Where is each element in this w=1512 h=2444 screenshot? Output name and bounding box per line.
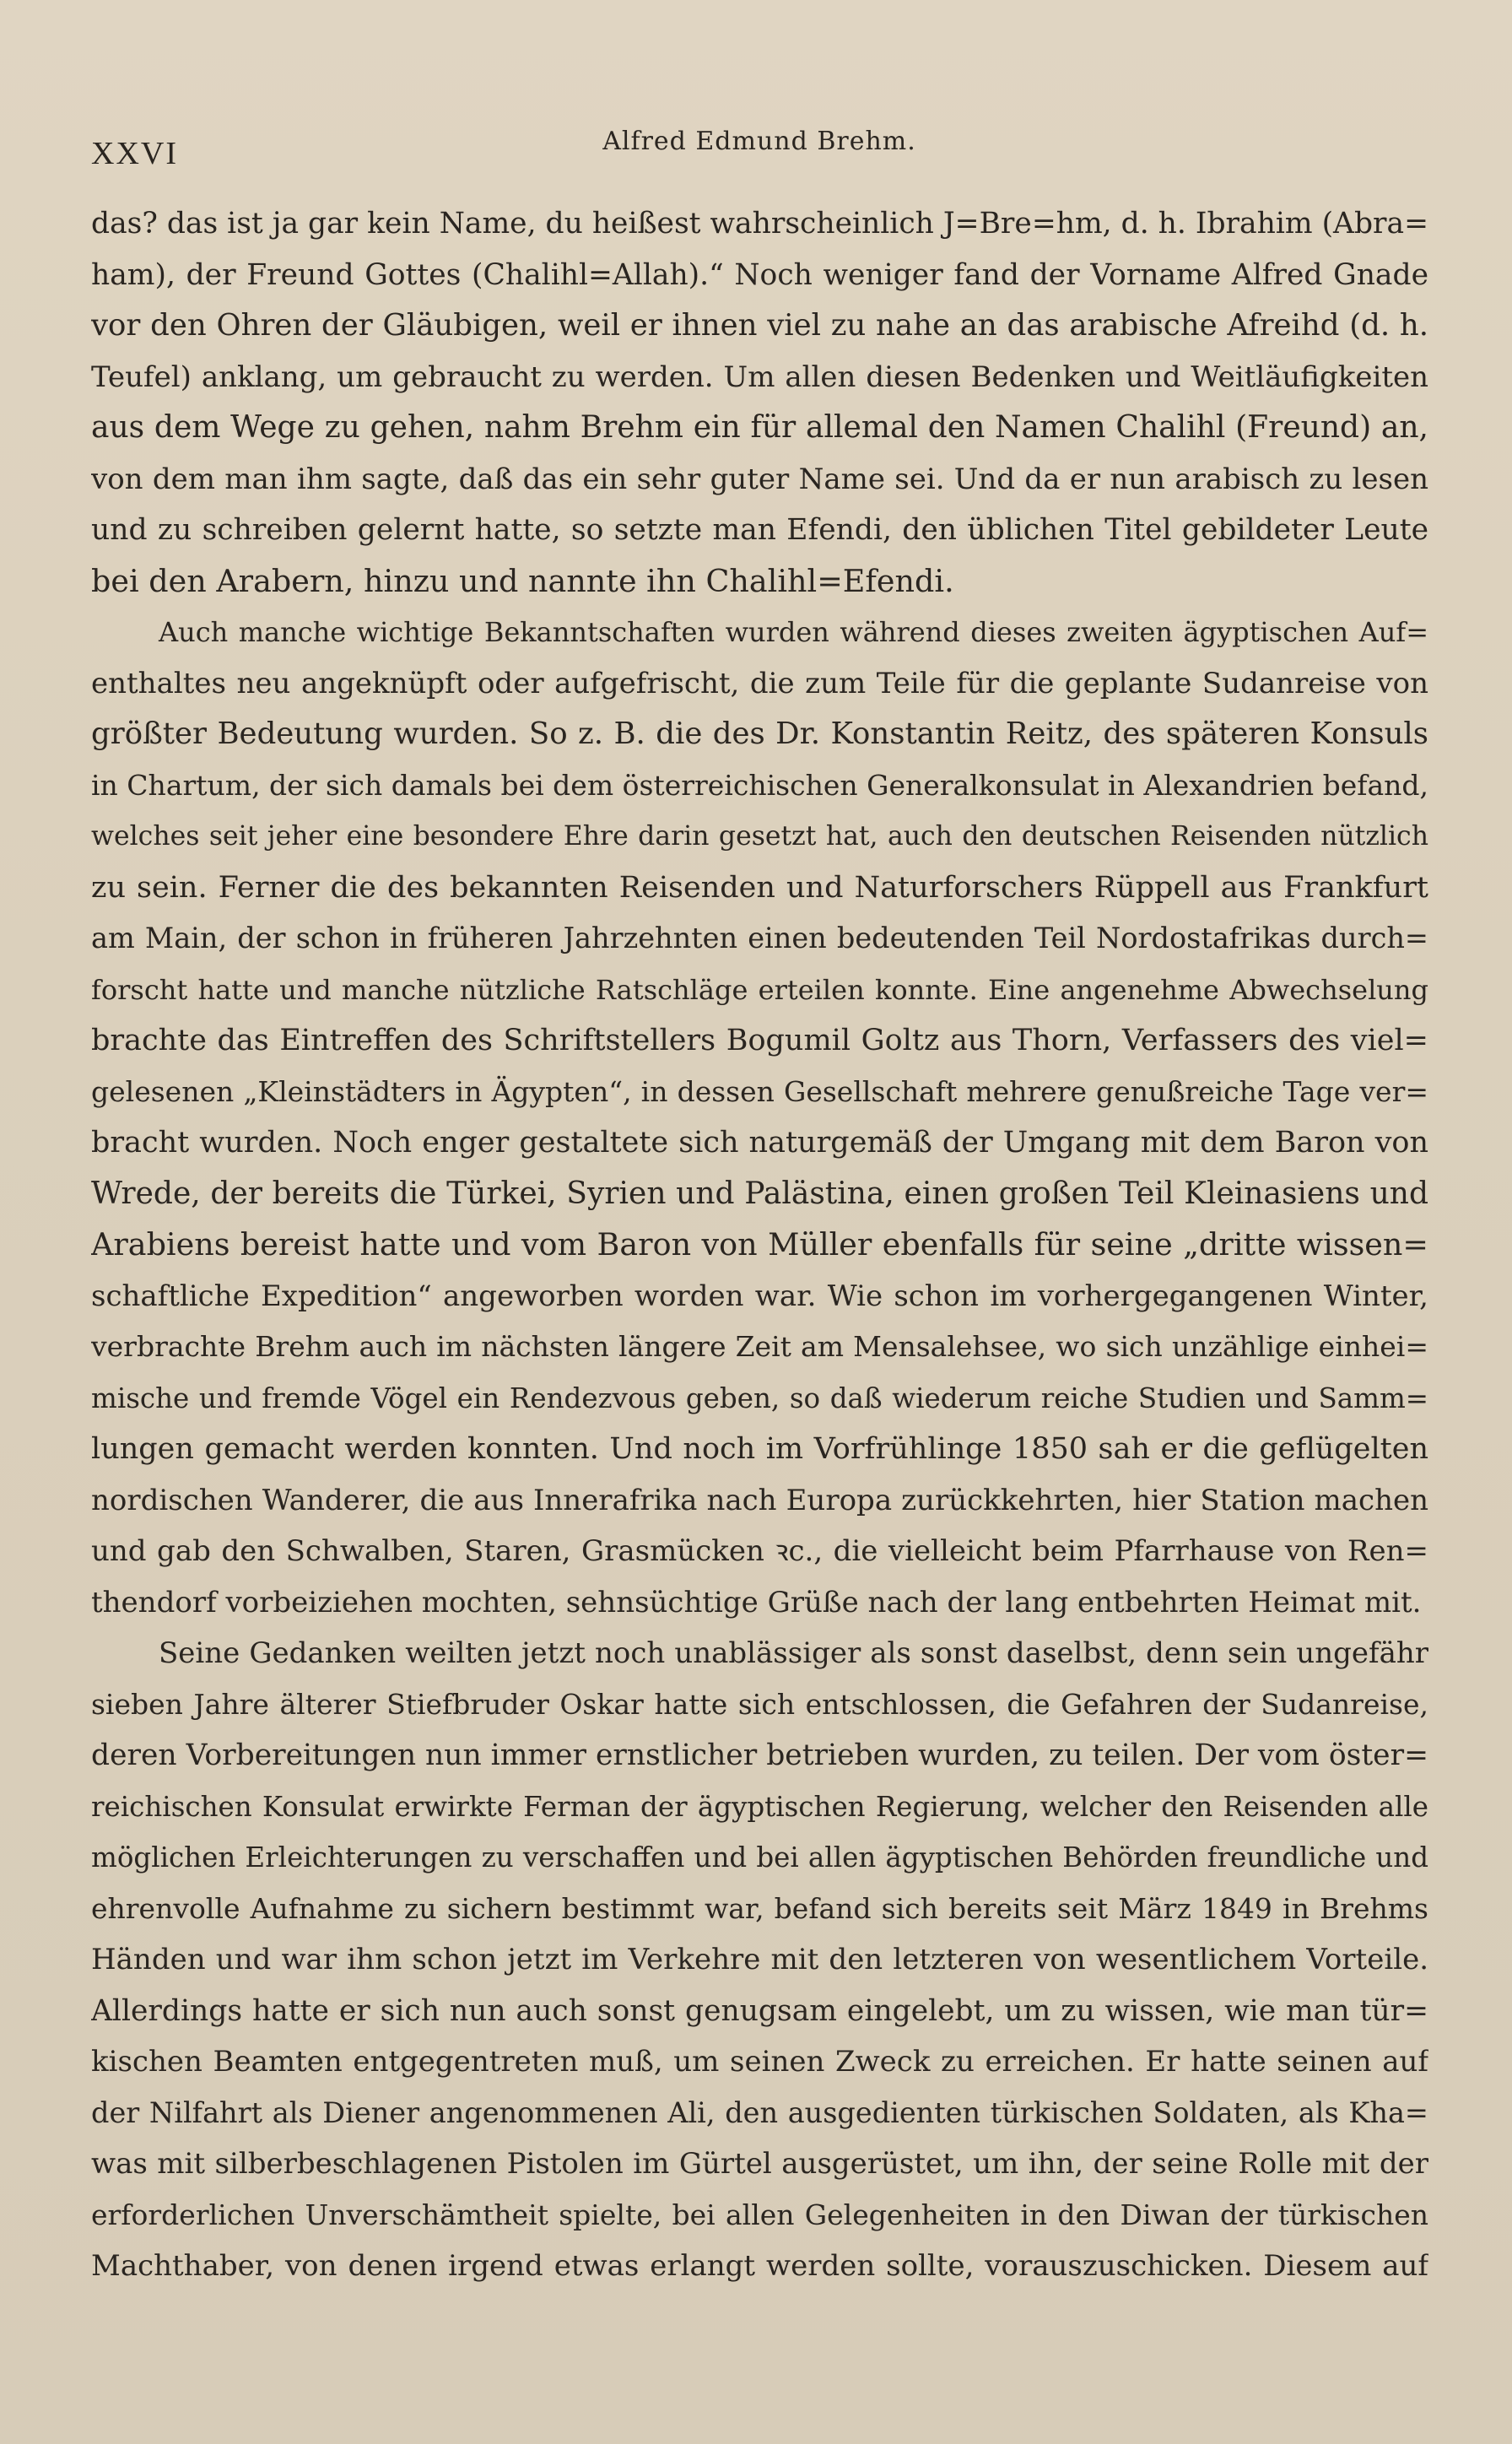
text-line: Allerdings hatte er sich nun auch sonst genugsam eingelebt, um zu wissen, wie man tür= (91, 1993, 1428, 2028)
text-line: und gab den Schwalben, Staren, Grasmücken ꝛc., die vielleicht beim Pfarrhause von Ren= (91, 1534, 1428, 1568)
text-line: verbrachte Brehm auch im nächsten längere Zeit am Mensalehsee, wo sich unzählige einhei= (91, 1330, 1428, 1363)
text-line: Seine Gedanken weilten jetzt noch unablässiger als sonst daselbst, denn sein ungefähr (159, 1636, 1428, 1670)
text-line: und zu schreiben gelernt hatte, so setzte man Efendi, den üblichen Titel gebildeter Leute (91, 513, 1428, 547)
text-line: größter Bedeutung wurden. So z. B. die des Dr. Konstantin Reitz, des späteren Konsuls (91, 716, 1428, 751)
text-line: forscht hatte und manche nützliche Ratschläge erteilen konnte. Eine angenehme Abwechselung (91, 973, 1428, 1006)
text-line: Händen und war ihm schon jetzt im Verkehre mit den letzteren von wesentlichem Vorteile. (91, 1943, 1428, 1976)
text-line: sieben Jahre älterer Stiefbruder Oskar hatte sich entschlossen, die Gefahren der Sudanreise, (91, 1687, 1428, 1721)
text-line: am Main, der schon in früheren Jahrzehnten einen bedeutenden Teil Nordostafrikas durch= (91, 922, 1428, 954)
text-line: der Nilfahrt als Diener angenommenen Ali, den ausgedienten türkischen Soldaten, als Kha= (91, 2095, 1428, 2129)
running-title: Alfred Edmund Brehm. (602, 127, 916, 156)
text-line: reichischen Konsulat erwirkte Ferman der ägyptischen Regierung, welcher den Reisenden alle (91, 1790, 1428, 1823)
text-line: zu sein. Ferner die des bekannten Reisenden und Naturforschers Rüppell aus Frankfurt (91, 870, 1428, 905)
text-line: in Chartum, der sich damals bei dem österreichischen Generalkonsulat in Alexandrien befand, (91, 768, 1428, 802)
body-text (91, 198, 1428, 2292)
text-line: kischen Beamten entgegentreten muß, um seinen Zweck zu erreichen. Er hatte seinen auf (91, 2045, 1428, 2079)
text-line: Arabiens bereist hatte und vom Baron von Müller ebenfalls für seine „dritte wissen= (91, 1226, 1428, 1263)
text-line: ham), der Freund Gottes (Chalihl=Allah).“ Noch weniger fand der Vorname Alfred Gnade (91, 257, 1428, 292)
text-line: mische und fremde Vögel ein Rendezvous geben, so daß wiederum reiche Studien und Samm= (91, 1382, 1428, 1414)
text-line: Auch manche wichtige Bekanntschaften wurden während dieses zweiten ägyptischen Auf= (159, 616, 1428, 648)
text-line: schaftliche Expedition“ angeworben worden war. Wie schon im vorhergegangenen Winter, (91, 1279, 1428, 1313)
text-line: bracht wurden. Noch enger gestaltete sich naturgemäß der Umgang mit dem Baron von (91, 1126, 1428, 1160)
text-line: Machthaber, von denen irgend etwas erlangt werden sollte, vorauszuschicken. Diesem auf (91, 2249, 1428, 2283)
text-line: was mit silberbeschlagenen Pistolen im Gürtel ausgerüstet, um ihn, der seine Rolle mit der (91, 2147, 1428, 2181)
text-line: erforderlichen Unverschämtheit spielte, bei allen Gelegenheiten in den Diwan der türkischen (91, 2198, 1428, 2231)
page-header (91, 127, 1428, 177)
text-line: das? das ist ja gar kein Name, du heißest wahrscheinlich J=Bre=hm, d. h. Ibrahim (Abra= (91, 207, 1428, 241)
text-line: welches seit jeher eine besondere Ehre darin gesetzt hat, auch den deutschen Reisenden nützlich (91, 821, 1428, 852)
text-line: Teufel) anklang, um gebraucht zu werden. Um allen diesen Bedenken und Weitläufigkeiten (91, 360, 1428, 394)
text-line: von dem man ihm sagte, daß das ein sehr guter Name sei. Und da er nun arabisch zu lesen (91, 462, 1428, 496)
text-line: brachte das Eintreffen des Schriftstellers Bogumil Goltz aus Thorn, Verfassers des viel= (91, 1024, 1428, 1057)
text-line: vor den Ohren der Gläubigen, weil er ihnen viel zu nahe an das arabische Afreihd (d. h. (91, 308, 1428, 343)
text-line: thendorf vorbeiziehen mochten, sehnsüchtige Grüße nach der lang entbehrten Heimat mit. (91, 1585, 1422, 1619)
text-line: Wrede, der bereits die Türkei, Syrien und Palästina, einen großen Teil Kleinasiens und (91, 1176, 1428, 1211)
page-number: XXVI (91, 136, 178, 171)
text-line: aus dem Wege zu gehen, nahm Brehm ein für allemal den Namen Chalihl (Freund) an, (91, 410, 1428, 445)
text-line: nordischen Wanderer, die aus Innerafrika nach Europa zurückkehrten, hier Station machen (91, 1483, 1428, 1517)
text-line: ehrenvolle Aufnahme zu sichern bestimmt war, befand sich bereits seit März 1849 in Brehms (91, 1891, 1428, 1925)
text-line: deren Vorbereitungen nun immer ernstlicher betrieben wurden, zu teilen. Der vom öster= (91, 1738, 1428, 1772)
text-line: bei den Arabern, hinzu und nannte ihn Chalihl=Efendi. (91, 562, 954, 599)
text-line: enthaltes neu angeknüpft oder aufgefrischt, die zum Teile für die geplante Sudanreise von (91, 666, 1428, 700)
text-line: möglichen Erleichterungen zu verschaffen und bei allen ägyptischen Behörden freundliche und (91, 1841, 1428, 1874)
text-line: gelesenen „Kleinstädters in Ägypten“, in dessen Gesellschaft mehrere genußreiche Tage ver= (91, 1074, 1428, 1108)
text-line: lungen gemacht werden konnten. Und noch im Vorfrühlinge 1850 sah er die geflügelten (91, 1432, 1428, 1466)
